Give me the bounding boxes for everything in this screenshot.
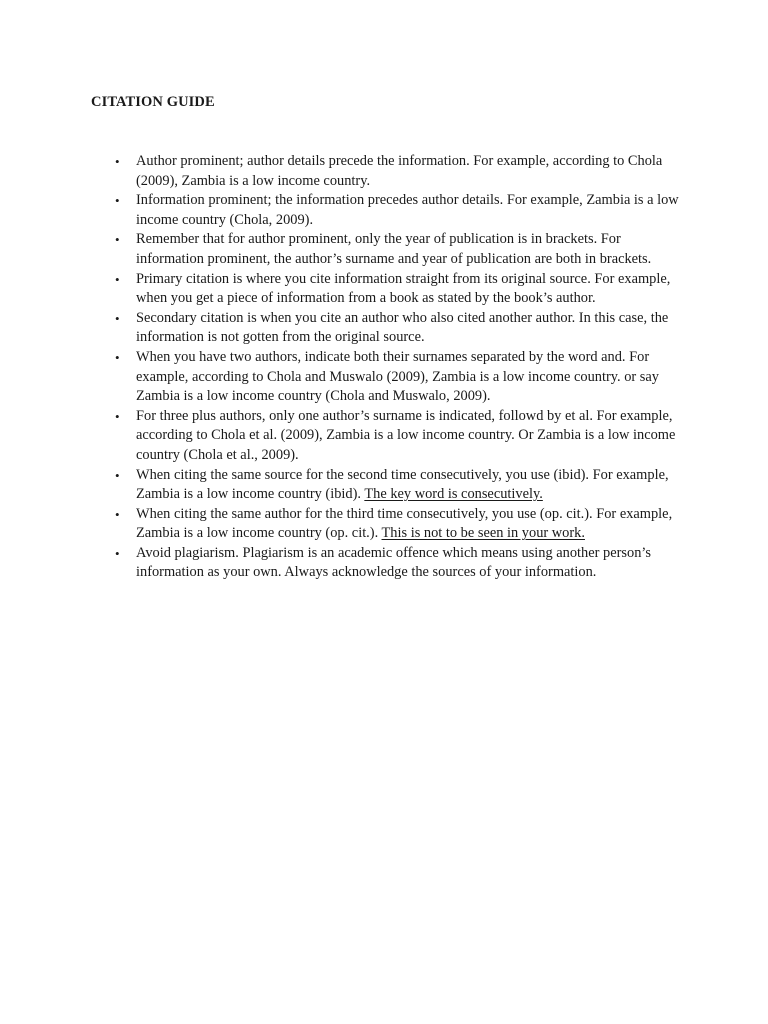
bullet-text: When you have two authors, indicate both their surnames separated by the word and. For example, according to Chola and Muswalo (2009), Zambia is a low income country. or say Zambia is a low income country (Chola and Muswalo, 2009). (136, 348, 659, 405)
bullet-icon: • (115, 467, 120, 483)
bullet-icon: • (115, 310, 120, 326)
bullet-text: When citing the same source for the second time consecutively, you use (ibid). For example, Zambia is a low income country (ibid). (136, 466, 669, 503)
bullet-item-ibid (115, 466, 690, 505)
bullet-item-author-prominent (115, 152, 690, 191)
bullet-text: Remember that for author prominent, only the year of publication is in brackets. For information prominent, the author’s surname and year of publication are both in brackets. (136, 231, 652, 267)
bullet-text: When citing the same author for the third time consecutively, you use (op. cit.). For example, Zambia is a low income country (op. cit.). (136, 505, 673, 542)
bullet-item-primary-citation (115, 270, 690, 309)
bullet-text: Primary citation is where you cite information straight from its original source. For example, when you get a piece of information from a book as stated by the book’s author. (136, 270, 671, 307)
bullet-item-op-cit (115, 505, 690, 544)
bullet-item-plagiarism (115, 544, 690, 583)
bullet-item-brackets-rule (115, 230, 690, 269)
bullet-text: Avoid plagiarism. Plagiarism is an academic offence which means using another person’s information as your own. Always acknowledge the sources of your information. (136, 544, 651, 581)
underlined-note: This is not to be seen in your work. (381, 525, 585, 542)
underlined-note: The key word is consecutively. (364, 486, 543, 503)
page-title: CITATION GUIDE (91, 94, 215, 110)
bullet-list (115, 152, 690, 583)
bullet-icon: • (115, 271, 120, 287)
bullet-item-two-authors (115, 348, 690, 407)
bullet-icon: • (115, 154, 120, 169)
bullet-item-three-plus-authors (115, 407, 690, 466)
bullet-icon: • (115, 193, 120, 209)
bullet-icon: • (115, 506, 120, 522)
bullet-text: Author prominent; author details precede the information. For example, according to Chola (2009), Zambia is a low income country. (136, 153, 663, 189)
bullet-item-information-prominent (115, 191, 690, 230)
bullet-icon: • (115, 408, 120, 424)
bullet-icon: • (115, 349, 120, 365)
bullet-item-secondary-citation (115, 309, 690, 348)
bullet-text: Information prominent; the information precedes author details. For example, Zambia is a low income country (Chola, 2009). (136, 192, 679, 228)
bullet-text: For three plus authors, only one author’s surname is indicated, followd by et al. For example, according to Chola et al. (2009), Zambia is a low income country. Or Zambia is a low income country (Chola et al., 2009). (136, 407, 676, 463)
bullet-icon: • (115, 545, 120, 561)
bullet-icon: • (115, 232, 120, 248)
bullet-text: Secondary citation is when you cite an author who also cited another author. In this case, the information is not gotten from the original source. (136, 309, 669, 346)
